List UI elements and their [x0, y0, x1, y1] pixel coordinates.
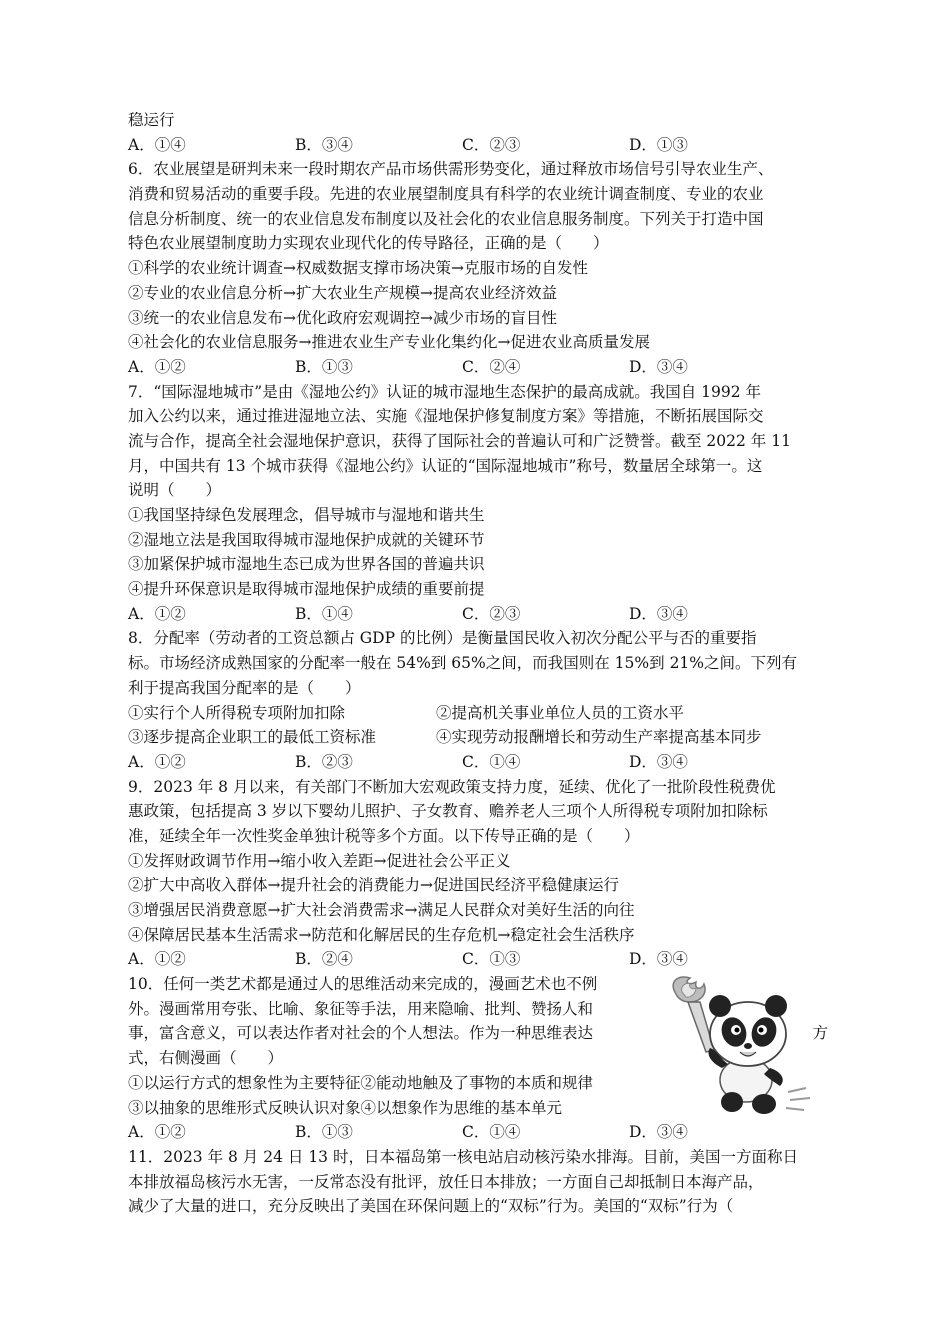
option-c: C．①④	[462, 752, 521, 771]
option-a: A．①②	[128, 604, 186, 623]
q9-stem: 准，延续全年一次性奖金单独计税等多个方面。以下传导正确的是（ ）	[128, 826, 640, 845]
q9-item: ③增强居民消费意愿→扩大社会消费需求→满足人民群众对美好生活的向往	[128, 901, 635, 919]
option-b: B．②④	[295, 950, 353, 969]
q8-stem: 8．分配率（劳动者的工资总额占 GDP 的比例）是衡量国民收入初次分配公平与否的重要指	[128, 629, 757, 648]
q6-item: ④社会化的农业信息服务→推进农业生产专业化集约化→促进农业高质量发展	[128, 333, 650, 352]
q8-item: ③逐步提高企业职工的最低工资标准	[128, 728, 377, 747]
q10-item: ①以运行方式的想象性为主要特征②能动地触及了事物的本质和规律	[128, 1073, 594, 1092]
q7-item: ①我国坚持绿色发展理念，倡导城市与湿地和谐共生	[128, 506, 485, 524]
option-d: D．③④	[629, 1123, 688, 1142]
q10-options	[128, 1120, 828, 1145]
q6-item: ③统一的农业信息发布→优化政府宏观调控→减少市场的盲目性	[128, 308, 557, 327]
option-c: C．②④	[462, 357, 521, 376]
q6-item: ①科学的农业统计调查→权威数据支撑市场决策→克服市场的自发性	[128, 259, 588, 278]
q6-stem: 消费和贸易活动的重要手段。先进的农业展望制度具有科学的农业统计调查制度、专业的农业	[128, 185, 764, 204]
q6-stem: 信息分析制度、统一的农业信息发布制度以及社会化的农业信息服务制度。下列关于打造中国	[128, 209, 764, 228]
option-c: C．①③	[462, 950, 521, 969]
q7-stem: 月，中国共有 13 个城市获得《湿地公约》认证的“国际湿地城市”称号，数量居全球第一。这	[128, 456, 763, 475]
q8-item: ①实行个人所得税专项附加扣除	[128, 703, 346, 722]
option-d: D．③④	[629, 357, 688, 376]
q9-item: ①发挥财政调节作用→缩小收入差距→促进社会公平正义	[128, 851, 511, 870]
option-a: A．①②	[128, 1123, 186, 1142]
q7-stem: 流与合作，提高全社会湿地保护意识，获得了国际社会的普遍认可和广泛赞誉。截至 2022 年 11	[128, 431, 791, 450]
q10-item: ③以抽象的思维形式反映认识对象④以想象作为思维的基本单元	[128, 1098, 563, 1117]
q8-item: ④实现劳动报酬增长和劳动生产率提高基本同步	[436, 728, 762, 747]
q6-stem: 特色农业展望制度助力实现农业现代化的传导路径，正确的是（ ）	[128, 234, 609, 253]
option-d: D．③④	[629, 604, 688, 623]
q6-options	[128, 355, 828, 380]
option-c: C．②③	[462, 135, 521, 154]
q8-item: ②提高机关事业单位人员的工资水平	[436, 703, 685, 722]
q8-item-row	[128, 725, 828, 750]
q6-stem: 6．农业展望是研判未来一段时期农产品市场供需形势变化，通过释放市场信号引导农业生产、	[128, 160, 774, 179]
text-line: 稳运行	[128, 111, 175, 129]
option-a: A．①②	[128, 950, 186, 969]
option-b: B．①④	[295, 604, 353, 623]
q11-stem: 本排放福岛核污水无害，一反常态没有批评，放任日本排放；一方面自己却抵制日本海产品，	[128, 1172, 764, 1191]
q10-block	[128, 972, 828, 1145]
q7-stem: 加入公约以来，通过推进湿地立法、实施《湿地保护修复制度方案》等措施，不断拓展国际交	[128, 407, 764, 426]
q9-stem: 惠政策，包括提高 3 岁以下婴幼儿照护、子女教育、赡养老人三项个人所得税专项附加扣除标	[128, 802, 768, 821]
q10-stem-tail: 方	[812, 1024, 828, 1043]
q11-stem: 11．2023 年 8 月 24 日 13 时，日本福岛第一核电站启动核污染水排海。目前，美国一方面称日	[128, 1147, 798, 1166]
option-d: D．③④	[629, 950, 688, 969]
option-b: B．③④	[295, 135, 353, 154]
exam-page	[128, 108, 828, 1219]
option-a: A．①②	[128, 752, 186, 771]
q10-stem: 外。漫画常用夸张、比喻、象征等手法，用来隐喻、批判、赞扬人和	[128, 999, 594, 1018]
q5-options	[128, 133, 828, 158]
q8-item-row	[128, 701, 828, 726]
q11-stem: 减少了大量的进口，充分反映出了美国在环保问题上的“双标”行为。美国的“双标”行为（	[128, 1197, 734, 1216]
q9-options	[128, 947, 828, 972]
q9-stem: 9．2023 年 8 月以来，有关部门不断加大宏观政策支持力度，延续、优化了一批阶段性税费优	[128, 777, 776, 796]
option-b: B．②③	[295, 752, 353, 771]
q7-item: ②湿地立法是我国取得城市湿地保护成就的关键环节	[128, 530, 485, 549]
q7-item: ④提升环保意识是取得城市湿地保护成绩的重要前提	[128, 580, 485, 599]
option-b: B．①③	[295, 1123, 353, 1142]
option-d: D．①③	[629, 135, 688, 154]
option-a: A．①④	[128, 135, 186, 154]
q10-stem: 事，富含意义，可以表达作者对社会的个人想法。作为一种思维表达	[128, 1024, 594, 1043]
q8-options	[128, 750, 828, 775]
option-a: A．①②	[128, 357, 186, 376]
option-c: C．①④	[462, 1123, 521, 1142]
q7-stem: 说明（ ）	[128, 481, 222, 500]
q8-stem: 利于提高我国分配率的是（ ）	[128, 678, 361, 697]
panda-cartoon-image	[648, 972, 818, 1122]
q10-stem: 式，右侧漫画（ ）	[128, 1049, 284, 1068]
q7-stem: 7．“国际湿地城市”是由《湿地公约》认证的城市湿地生态保护的最高成就。我国自 1992 年	[128, 382, 762, 401]
option-d: D．③④	[629, 752, 688, 771]
q8-stem: 标。市场经济成熟国家的分配率一般在 54%到 65%之间，而我国则在 15%到 21%之间。下列有	[128, 654, 798, 673]
q6-item: ②专业的农业信息分析→扩大农业生产规模→提高农业经济效益	[128, 283, 557, 302]
q7-options	[128, 602, 828, 627]
q10-stem: 10．任何一类艺术都是通过人的思维活动来完成的，漫画艺术也不例	[128, 975, 598, 994]
option-c: C．②③	[462, 604, 521, 623]
q7-item: ③加紧保护城市湿地生态已成为世界各国的普遍共识	[128, 555, 485, 574]
q9-item: ④保障居民基本生活需求→防范和化解居民的生存危机→稳定社会生活秩序	[128, 925, 635, 944]
option-b: B．①③	[295, 357, 353, 376]
q9-item: ②扩大中高收入群体→提升社会的消费能力→促进国民经济平稳健康运行	[128, 876, 619, 895]
